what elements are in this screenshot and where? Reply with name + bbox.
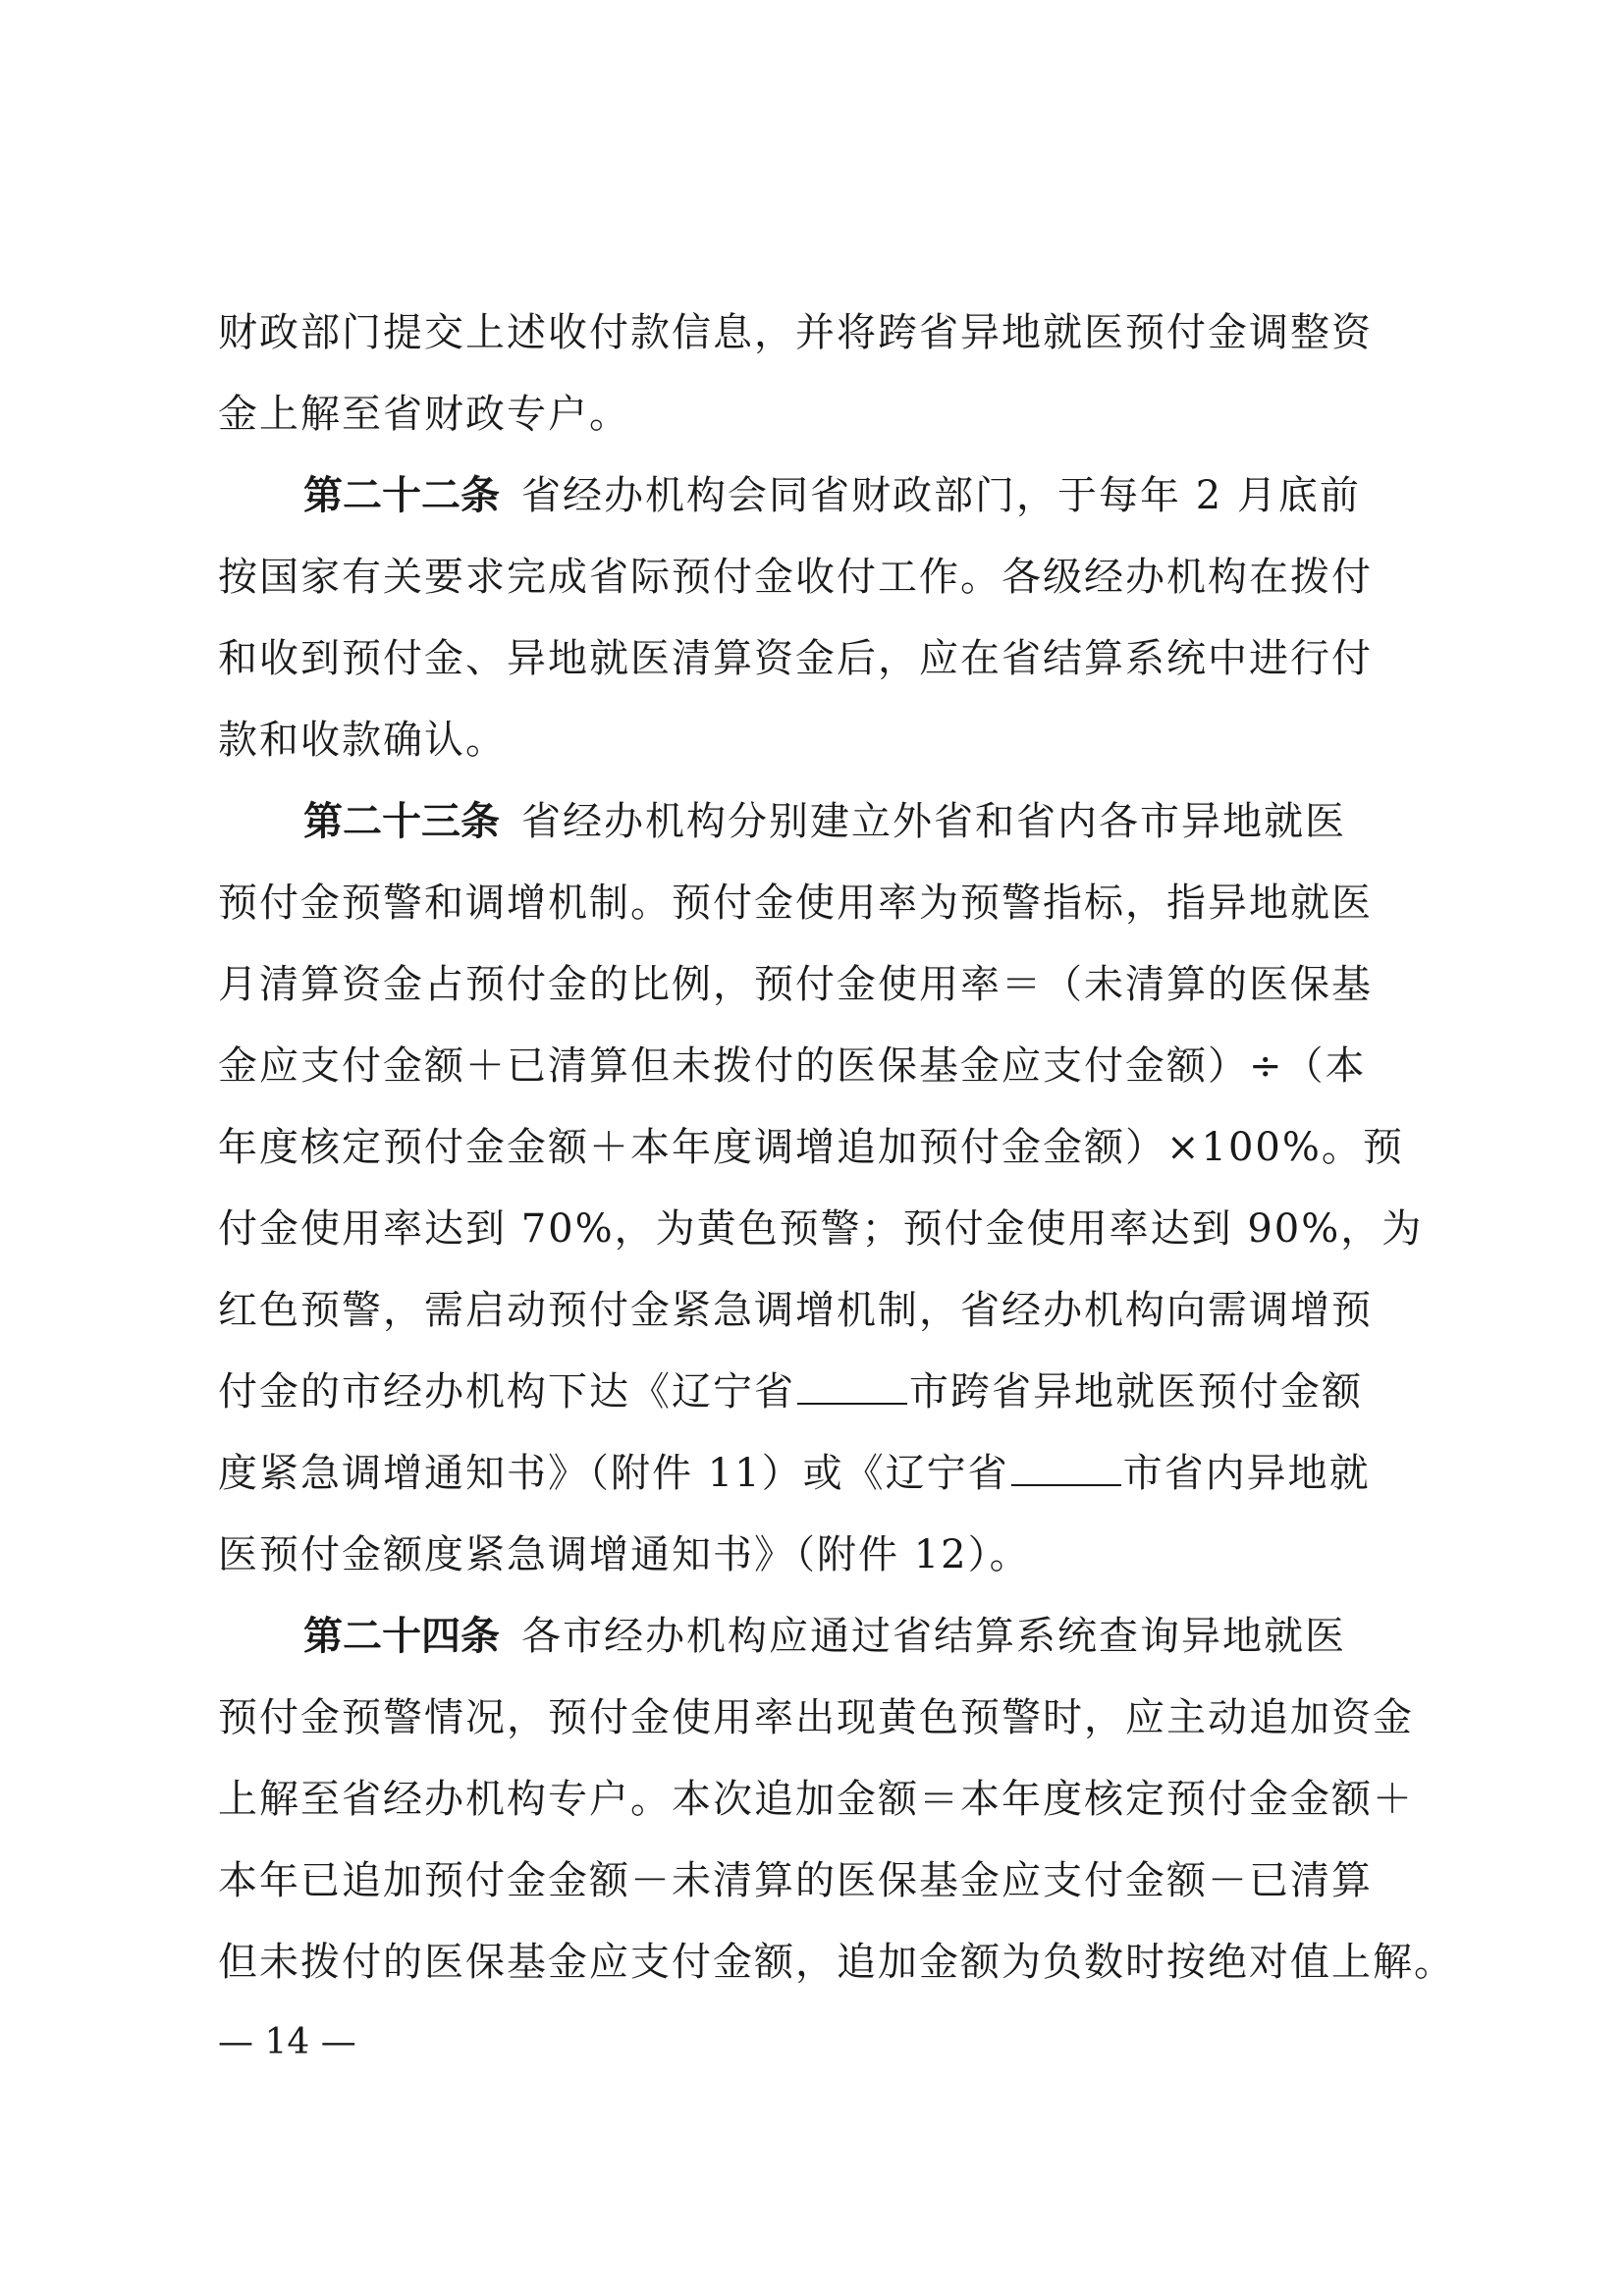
- text-line: 本年已追加预付金金额－未清算的医保基金应支付金额－已清算: [218, 1858, 1373, 1903]
- text-line: 月清算资金占预付金的比例，预付金使用率＝（未清算的医保基: [218, 962, 1373, 1007]
- article-22-heading: 第二十二条: [303, 473, 500, 518]
- article-23-first-line: 第二十三条 省经办机构分别建立外省和省内各市异地就医: [303, 799, 1346, 844]
- text-line: 预付金预警和调增机制。预付金使用率为预警指标，指异地就医: [218, 881, 1373, 926]
- text-line: 金上解至省财政专户。: [218, 392, 630, 437]
- fill-in-blank: [797, 1373, 907, 1405]
- text-line: 付金使用率达到 70%，为黄色预警；预付金使用率达到 90%，为: [218, 1206, 1424, 1252]
- article-22-first-line: 第二十二条 省经办机构会同省财政部门，于每年 2 月底前: [303, 473, 1361, 518]
- text-line: 度紧急调增通知书》（附件 11）或《辽宁省 市省内异地就: [218, 1451, 1371, 1496]
- text-line: 金应支付金额＋已清算但未拨付的医保基金应支付金额）÷（本: [218, 1043, 1367, 1089]
- article-24-first-line: 第二十四条 各市经办机构应通过省结算系统查询异地就医: [303, 1614, 1346, 1659]
- article-24-heading: 第二十四条: [303, 1614, 500, 1659]
- text-line: 红色预警，需启动预付金紧急调增机制，省经办机构向需调增预: [218, 1288, 1373, 1333]
- text-line: 财政部门提交上述收付款信息，并将跨省异地就医预付金调整资: [218, 310, 1373, 355]
- text-line: 和收到预付金、异地就医清算资金后，应在省结算系统中进行付: [218, 636, 1373, 681]
- text-line: 医预付金额度紧急调增通知书》（附件 12）。: [218, 1532, 1031, 1577]
- text-line: 预付金预警情况，预付金使用率出现黄色预警时，应主动追加资金: [218, 1695, 1414, 1740]
- text-line: 但未拨付的医保基金应支付金额，追加金额为负数时按绝对值上解。: [218, 1940, 1455, 1985]
- text-line: 年度核定预付金金额＋本年度调增追加预付金金额）×100%。预: [218, 1125, 1404, 1170]
- text-line: 上解至省经办机构专户。本次追加金额＝本年度核定预付金金额＋: [218, 1777, 1414, 1822]
- page-number: — 14 —: [218, 2022, 356, 2062]
- article-23-heading: 第二十三条: [303, 799, 500, 844]
- text-line: 按国家有关要求完成省际预付金收付工作。各级经办机构在拨付: [218, 555, 1373, 600]
- body-text: [218, 293, 1455, 2003]
- text-line: 付金的市经办机构下达《辽宁省 市跨省异地就医预付金额: [218, 1369, 1363, 1415]
- fill-in-blank: [1011, 1455, 1121, 1486]
- text-line: 款和收款确认。: [218, 718, 507, 763]
